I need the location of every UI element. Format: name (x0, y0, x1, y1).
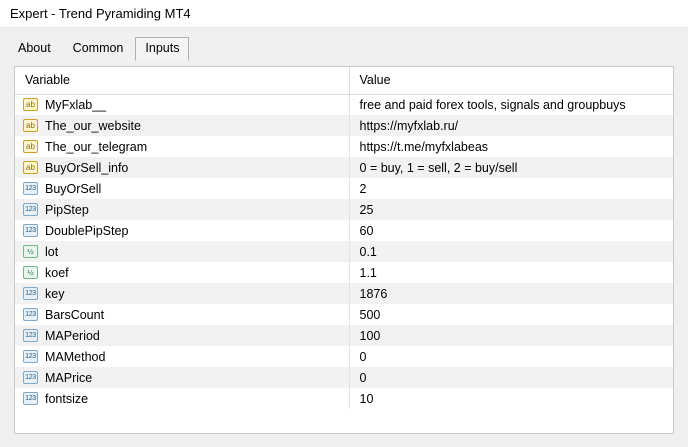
variable-cell (15, 388, 349, 409)
variable-name: PipStep (45, 202, 89, 217)
table-row[interactable] (15, 241, 673, 262)
inputs-panel (14, 66, 674, 434)
value-cell[interactable]: 1876 (349, 283, 673, 304)
variable-name: BuyOrSell_info (45, 160, 129, 175)
value-cell[interactable]: 0 (349, 367, 673, 388)
tab-common[interactable]: Common (72, 41, 124, 55)
table-row[interactable] (15, 304, 673, 325)
variable-name: MAMethod (45, 349, 106, 364)
ab-string-icon: ab (23, 119, 38, 132)
123-integer-icon: 123 (23, 350, 38, 363)
table-body (15, 94, 673, 409)
value-cell[interactable]: 25 (349, 199, 673, 220)
123-integer-icon: 123 (23, 392, 38, 405)
variable-name: BarsCount (45, 307, 105, 322)
value-cell[interactable]: https://myfxlab.ru/ (349, 115, 673, 136)
column-header-variable: Variable (15, 67, 349, 94)
value-cell[interactable]: free and paid forex tools, signals and groupbuys (349, 94, 673, 115)
table-row[interactable] (15, 115, 673, 136)
123-integer-icon: 123 (23, 224, 38, 237)
variable-name: fontsize (45, 391, 89, 406)
variable-cell (15, 304, 349, 325)
tabstrip (0, 34, 688, 60)
variable-name: MAPeriod (45, 328, 100, 343)
table-row[interactable] (15, 388, 673, 409)
tab-inputs[interactable]: Inputs (135, 37, 189, 61)
variable-name: DoublePipStep (45, 223, 129, 238)
variable-cell (15, 115, 349, 136)
value-cell[interactable]: 60 (349, 220, 673, 241)
table-row[interactable] (15, 367, 673, 388)
inputs-table (15, 67, 673, 409)
ab-string-icon: ab (23, 161, 38, 174)
123-integer-icon: 123 (23, 203, 38, 216)
decimal-icon: ½ (23, 266, 38, 279)
variable-name: The_our_website (45, 118, 141, 133)
variable-cell (15, 220, 349, 241)
variable-cell (15, 94, 349, 115)
value-cell[interactable]: 0 = buy, 1 = sell, 2 = buy/sell (349, 157, 673, 178)
variable-cell (15, 241, 349, 262)
variable-cell (15, 367, 349, 388)
ab-string-icon: ab (23, 98, 38, 111)
value-cell[interactable]: 1.1 (349, 262, 673, 283)
variable-name: BuyOrSell (45, 181, 102, 196)
variable-cell (15, 178, 349, 199)
table-row[interactable] (15, 157, 673, 178)
123-integer-icon: 123 (23, 182, 38, 195)
table-row[interactable] (15, 346, 673, 367)
table-row[interactable] (15, 136, 673, 157)
table-row[interactable] (15, 220, 673, 241)
123-integer-icon: 123 (23, 329, 38, 342)
variable-cell (15, 199, 349, 220)
variable-name: key (45, 286, 65, 301)
value-cell[interactable]: https://t.me/myfxlabeas (349, 136, 673, 157)
window-titlebar (0, 0, 688, 28)
value-cell[interactable]: 0 (349, 346, 673, 367)
variable-name: The_our_telegram (45, 139, 148, 154)
variable-name: MyFxlab__ (45, 97, 107, 112)
variable-cell (15, 283, 349, 304)
123-integer-icon: 123 (23, 308, 38, 321)
window-title: Expert - Trend Pyramiding MT4 (10, 6, 191, 21)
tab-about[interactable]: About (18, 41, 51, 55)
variable-cell (15, 325, 349, 346)
123-integer-icon: 123 (23, 371, 38, 384)
variable-cell (15, 346, 349, 367)
table-row[interactable] (15, 325, 673, 346)
variable-name: MAPrice (45, 370, 93, 385)
decimal-icon: ½ (23, 245, 38, 258)
table-row[interactable] (15, 94, 673, 115)
value-cell[interactable]: 10 (349, 388, 673, 409)
table-row[interactable] (15, 262, 673, 283)
value-cell[interactable]: 100 (349, 325, 673, 346)
variable-cell (15, 136, 349, 157)
table-header (15, 67, 673, 94)
variable-name: lot (45, 244, 59, 259)
value-cell[interactable]: 0.1 (349, 241, 673, 262)
column-header-value: Value (349, 67, 673, 94)
123-integer-icon: 123 (23, 287, 38, 300)
variable-cell (15, 262, 349, 283)
value-cell[interactable]: 500 (349, 304, 673, 325)
table-row[interactable] (15, 283, 673, 304)
variable-cell (15, 157, 349, 178)
table-row[interactable] (15, 178, 673, 199)
variable-name: koef (45, 265, 69, 280)
ab-string-icon: ab (23, 140, 38, 153)
table-row[interactable] (15, 199, 673, 220)
value-cell[interactable]: 2 (349, 178, 673, 199)
